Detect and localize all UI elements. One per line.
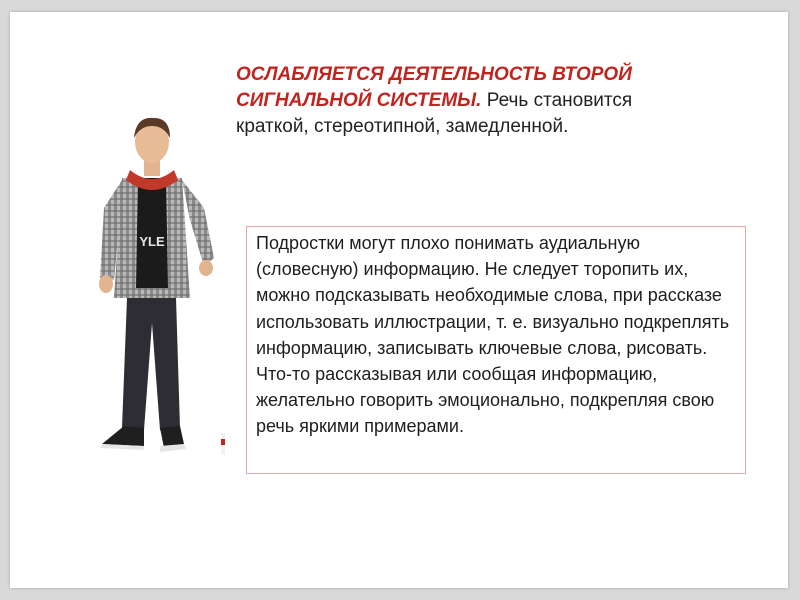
advice-text: Подростки могут плохо понимать аудиальную (словесную) информацию. Не следует торопить их, можно подсказывать необходимые слова, при рассказе использовать иллюстрации, т. е. визуально подкреплять информацию, записывать ключевые слова, рисовать. Что-то рассказывая или сообщая информацию, желательно говорить эмоционально, подкрепляя свою речь яркими примерами. xyxy=(256,233,730,437)
side-marker-icon xyxy=(220,433,226,455)
teen-photo xyxy=(72,108,232,468)
jeans xyxy=(122,298,180,430)
heading-rest: Речь становится краткой, стереотипной, замедленной. xyxy=(236,90,633,137)
left-sneaker xyxy=(102,426,144,446)
heading-accent: ОСЛАБЛЯЕТСЯ ДЕЯТЕЛЬНОСТЬ ВТОРОЙ СИГНАЛЬНОЙ СИСТЕМЫ. xyxy=(236,64,632,111)
shirt-print: YLE xyxy=(139,234,165,249)
heading-block xyxy=(236,62,656,140)
